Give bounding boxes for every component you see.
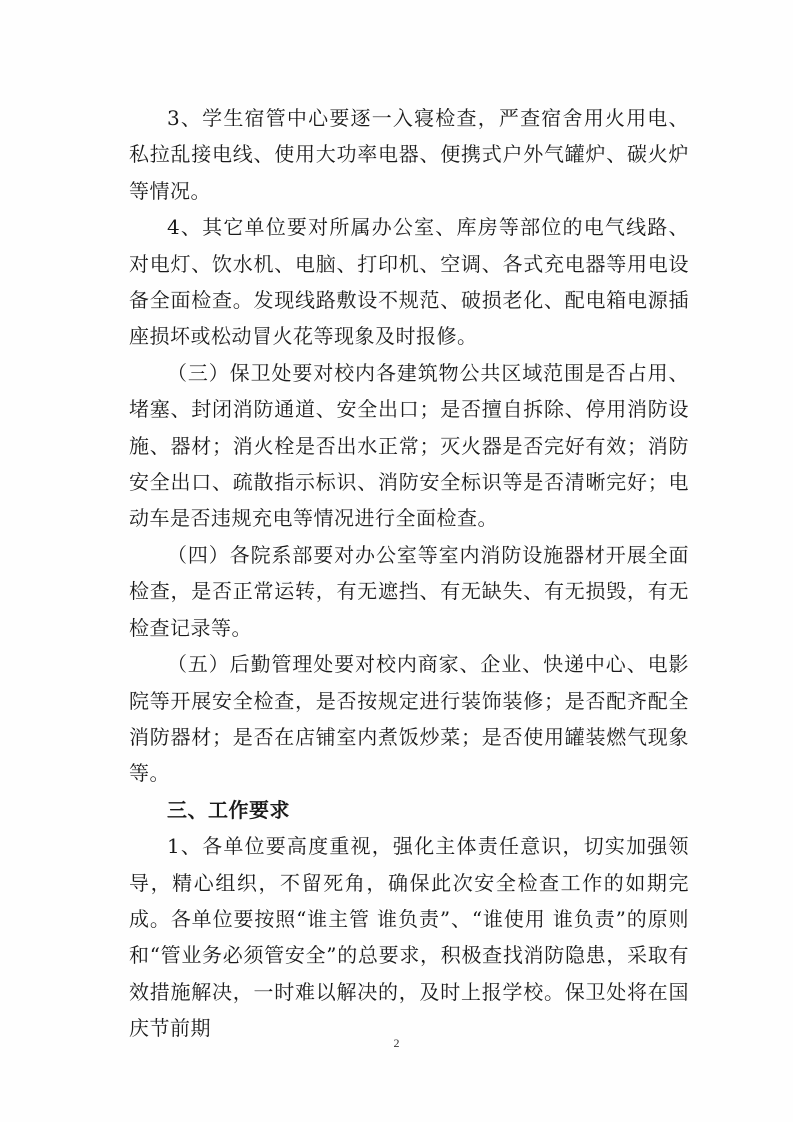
page-number: 2: [393, 1036, 400, 1050]
section-heading-work-requirements: 三、工作要求: [167, 797, 290, 822]
paragraph-item-3: 3、学生宿管中心要逐一入寝检查，严查宿舍用火用电、私拉乱接电线、使用大功率电器、便携式户外气罐炉、碳火炉等情况。: [129, 106, 689, 203]
paragraph-requirement-1: 1、各单位要高度重视，强化主体责任意识，切实加强领导，精心组织，不留死角，确保此次安全检查工作的如期完成。各单位要按照“谁主管 谁负责”、“谁使用 谁负责”的原则和“管业务必须管安全”的总要求，积极查找消防隐患，采取有效措施解决，一时难以解决的，及时上报学校。保卫处将在国庆节前期: [129, 834, 689, 1041]
paragraph-section-5: （五）后勤管理处要对校内商家、企业、快递中心、电影院等开展安全检查，是否按规定进行装饰装修；是否配齐配全消防器材；是否在店铺室内煮饭炒菜；是否使用罐装燃气现象等。: [129, 652, 689, 786]
paragraph-item-4: 4、其它单位要对所属办公室、库房等部位的电气线路、对电灯、饮水机、电脑、打印机、空调、各式充电器等用电设备全面检查。发现线路敷设不规范、破损老化、配电箱电源插座损坏或松动冒火花等现象及时报修。: [129, 215, 689, 349]
paragraph-section-3: （三）保卫处要对校内各建筑物公共区域范围是否占用、堵塞、封闭消防通道、安全出口；是否擅自拆除、停用消防设施、器材；消火栓是否出水正常；灭火器是否完好有效；消防安全出口、疏散指示标识、消防安全标识等是否清晰完好；电动车是否违规充电等情况进行全面检查。: [129, 360, 689, 531]
paragraph-section-4: （四）各院系部要对办公室等室内消防设施器材开展全面检查，是否正常运转，有无遮挡、有无缺失、有无损毁，有无检查记录等。: [129, 542, 689, 640]
document-body: [129, 100, 689, 1047]
